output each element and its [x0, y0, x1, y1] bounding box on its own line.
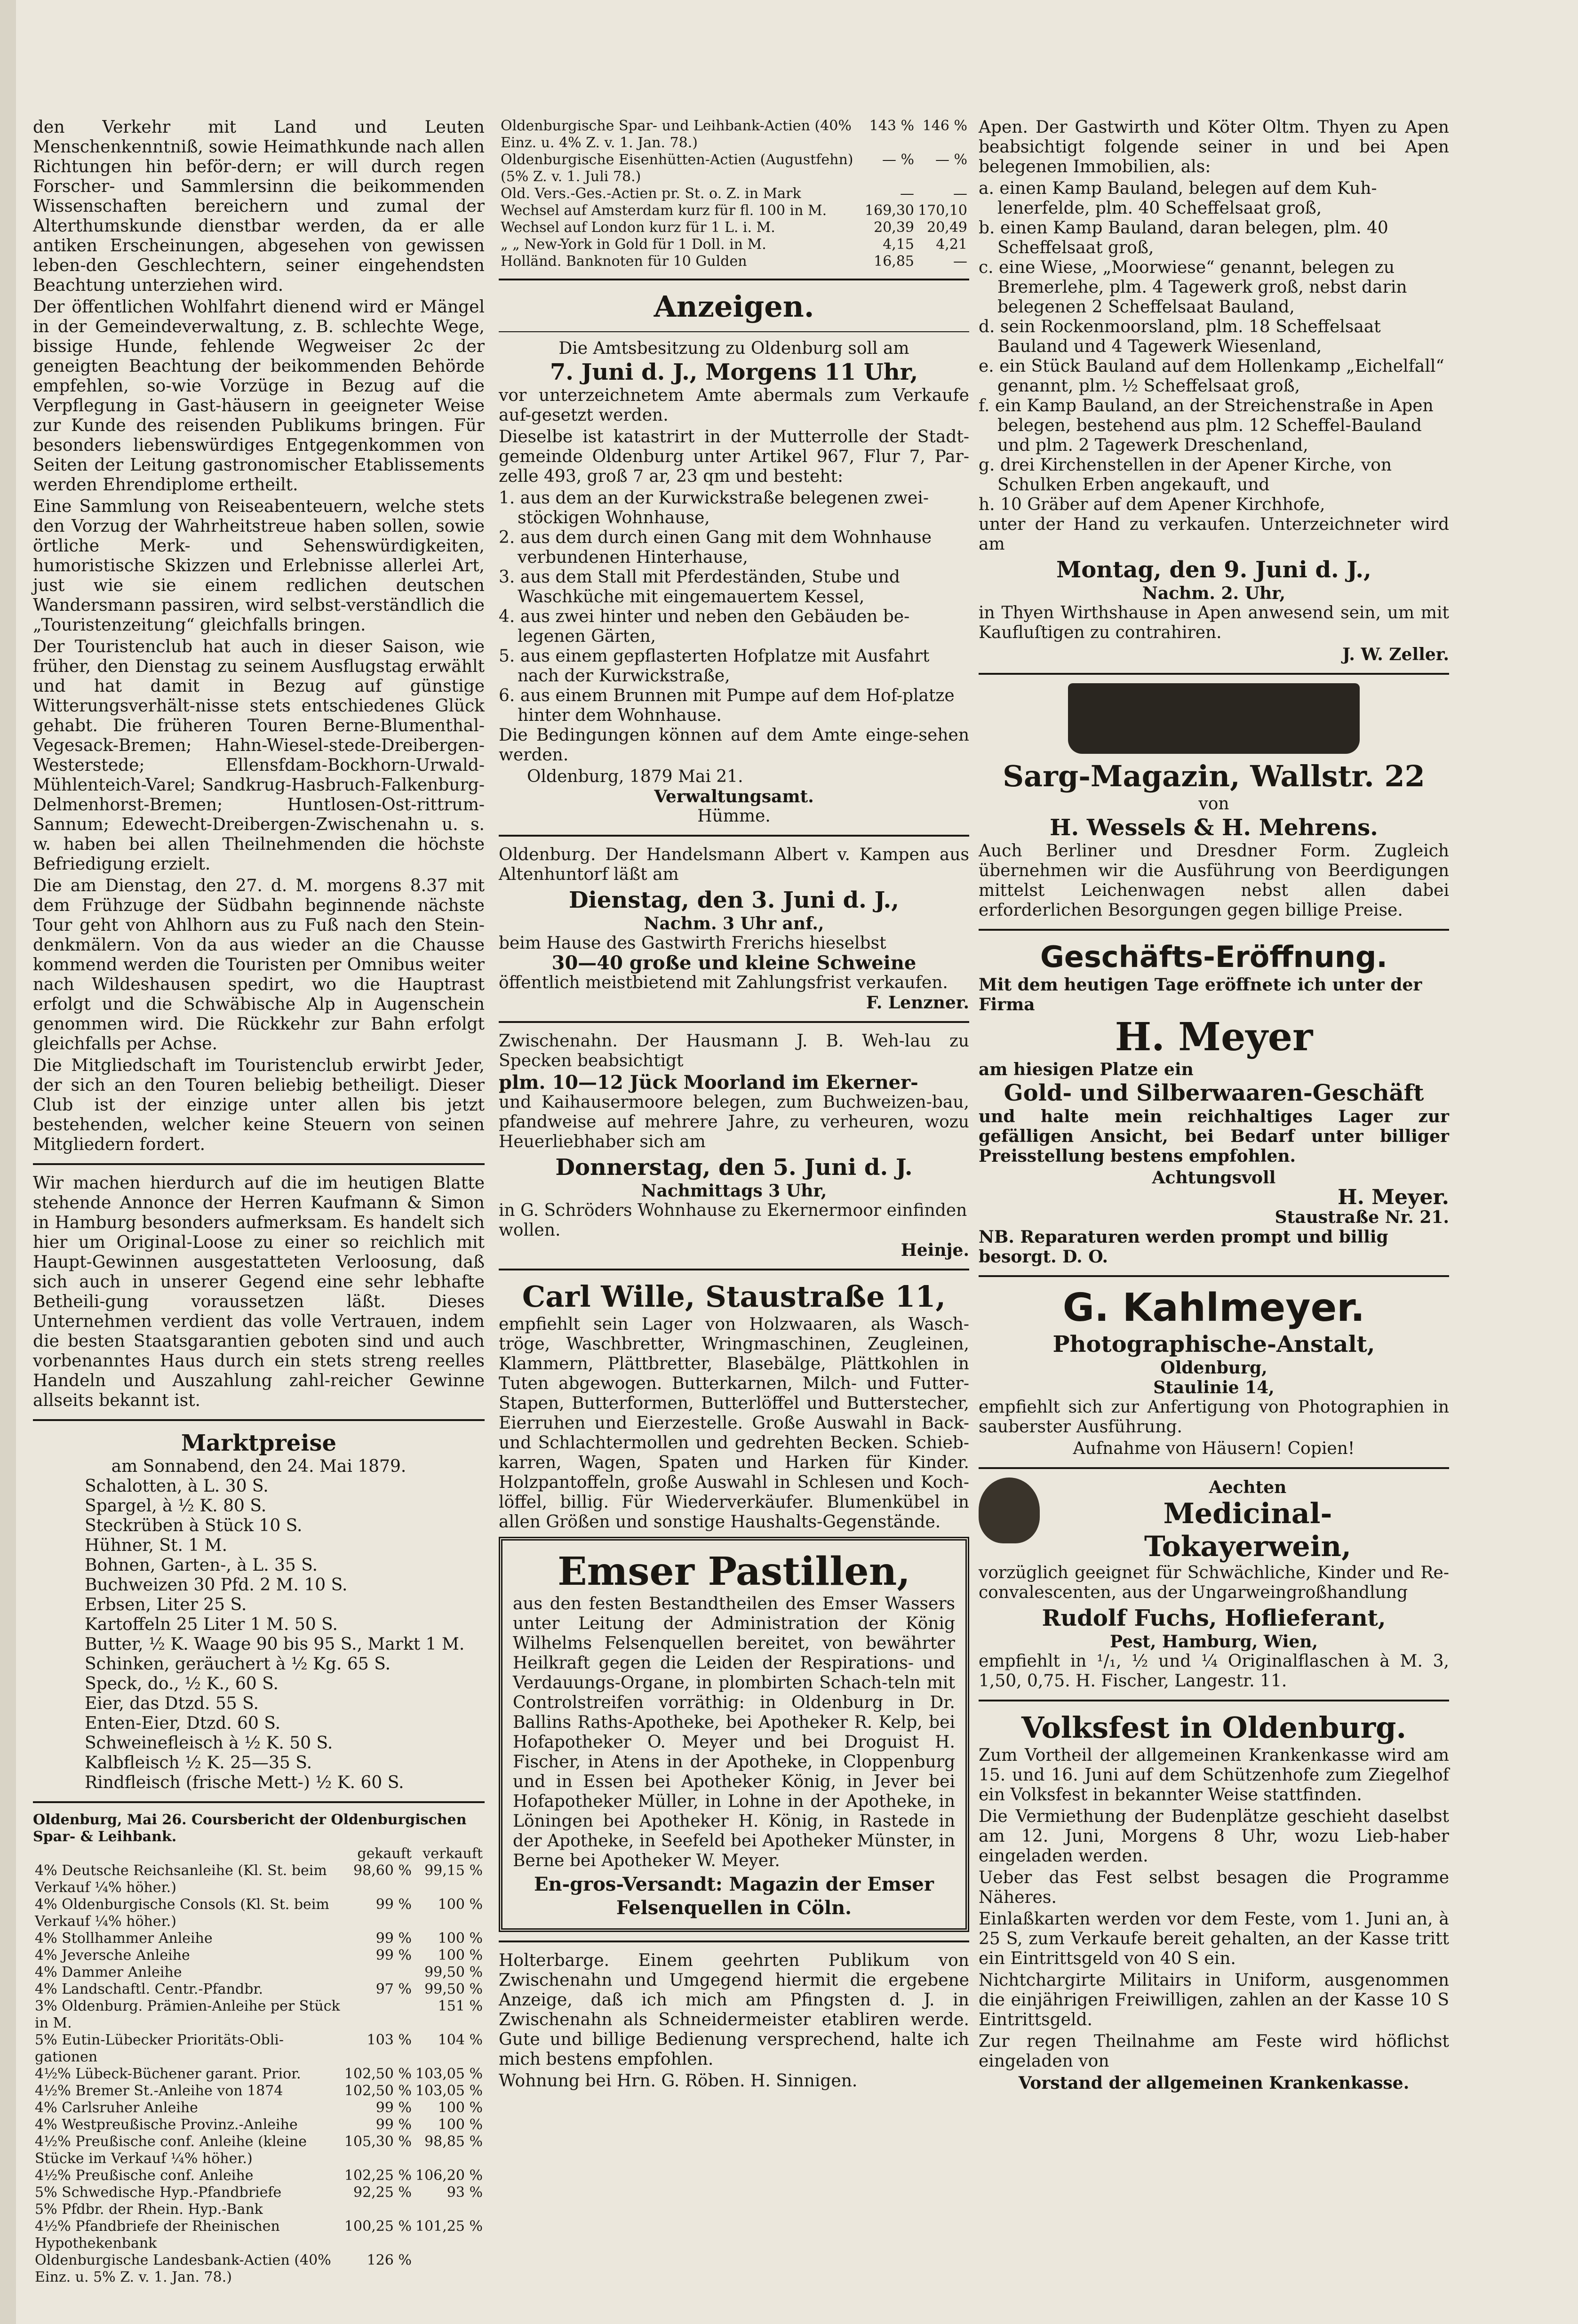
course-name: 4% Oldenburgische Consols (Kl. St. beim Verkauf ¼% höher.): [35, 1896, 329, 1930]
course-name: Oldenburgische Spar- und Leihbank-Actien (40% Einz. u. 4% Z. v. 1. Jan. 78.): [501, 118, 852, 151]
course-name: 5% Pfdbr. der Rhein. Hyp.-Bank: [35, 2201, 263, 2218]
ad-subtitle: Photographische-Anstalt,: [1052, 1331, 1375, 1358]
list-item: 1. aus dem an der Kurwickstraße belegenen zwei-stöckigen Wohnhause,: [499, 488, 929, 527]
ad-text: Holterbarge. Einem geehrten Publikum von Zwischenahn und Umgegend hiermit die ergebene Anzeige, daß ich mich am Pfingsten d. J. in Zwischenahn als Schneidermeister etabliren werde. Gute und billige Bedienung versprechend, halte ich mich bestens empfohlen.: [499, 1951, 969, 2069]
market-item: Butter, ½ K. Waage 90 bis 95 S., Markt 1 M.: [85, 1635, 465, 1654]
table-row: [33, 2201, 485, 2218]
table-row: [33, 2083, 485, 2100]
table-row: [33, 2100, 485, 2116]
table-row: [499, 202, 969, 219]
course-sold: 100 %: [438, 1930, 483, 1947]
course-name: 3% Oldenburg. Prämien-Anleihe per Stück in M.: [35, 1998, 340, 2031]
lottery-notice: Wir machen hierdurch auf die im heutigen Blatte stehende Annonce der Herren Kaufmann & Simon in Hamburg besonders aufmerksam. Es handelt sich hier um Original-Loose zu einer so reichlich mit Haupt-Gewinnen ausgestatteten Verloosung, daß sich auch in unserer Gegend eine sehr lebhafte Betheili-gung voraussetzen läßt. Dieses Unternehmen verdient das volle Vertrauen, indem die besten Staatsgarantien geboten sind und auch vorbenanntes Haus durch ein stets streng reelles Handeln und Auszahlung zahl-reicher Gewinne allseits bekannt ist.: [33, 1174, 485, 1410]
course-header: Oldenburg, Mai 26. Coursbericht der Oldenburgischen Spar- & Leihbank.: [33, 1812, 467, 1845]
course-name: Oldenburgische Landesbank-Actien (40% Einz. u. 5% Z. v. 1. Jan. 78.): [35, 2252, 331, 2285]
table-row: [33, 2218, 485, 2252]
course-sold: — %: [935, 152, 967, 168]
course-sold: 103,05 %: [415, 2066, 483, 2082]
column-header-bought: gekauft: [357, 1845, 412, 1862]
market-prices: [33, 1430, 485, 1793]
table-row: [499, 118, 969, 152]
ad-intro: Zwischenahn. Der Hausmann J. B. Weh-lau zu Specken beabsichtigt: [499, 1031, 969, 1070]
course-table-continued: [499, 118, 969, 270]
course-sold: 100 %: [438, 2116, 483, 2133]
course-bought: 143 %: [869, 118, 915, 134]
table-row: [33, 2032, 485, 2066]
table-row: [33, 1964, 485, 1981]
course-name: Wechsel auf Amsterdam kurz für fl. 100 in M.: [501, 202, 827, 219]
ad-headline: plm. 10—12 Jück Moorland im Ekerner-: [499, 1071, 918, 1094]
ad-text: unter der Hand zu verkaufen. Unterzeichneter wird am: [979, 515, 1449, 554]
course-name: Holländ. Banknoten für 10 Gulden: [501, 253, 747, 270]
course-name: 4½% Preußische conf. Anleihe (kleine Stücke im Verkauf ¼% höher.): [35, 2133, 307, 2167]
column-middle: [499, 118, 969, 2091]
ad-text: vorzüglich geeignet für Schwächliche, Kinder und Re-convalescenten, aus der Ungarweingroßhandlung: [979, 1563, 1449, 1602]
divider: [979, 1700, 1449, 1701]
ad-footer: Wohnung bei Hrn. G. Röben. H. Sinnigen.: [499, 2071, 858, 2091]
course-name: Old. Vers.-Ges.-Actien pr. St. o. Z. in Mark: [501, 185, 801, 202]
ad-text: Dieselbe ist katastrirt in der Mutterrolle der Stadt-gemeinde Oldenburg unter Artikel 967, Flur 7, Par-zelle 493, groß 7 ar, 23 qm und besteht:: [499, 427, 969, 486]
course-sold: [414, 2252, 485, 2286]
list-item: h. 10 Gräber auf dem Apener Kirchhofe,: [979, 495, 1325, 514]
ad-volksfest: [979, 1710, 1449, 2093]
course-bought: 102,50 %: [344, 2083, 412, 2099]
course-sold: 99,50 %: [424, 1981, 483, 1997]
ad-text: am hiesigen Platze ein: [979, 1060, 1194, 1079]
column-right: [979, 118, 1449, 2093]
ad-title: Emser Pastillen,: [558, 1549, 910, 1594]
column-header-sold: verkauft: [422, 1845, 483, 1862]
course-sold: 93 %: [446, 2184, 483, 2201]
divider: [33, 1419, 485, 1421]
ad-signature: F. Lenzner.: [866, 993, 969, 1013]
course-name: 4% Jeversche Anleihe: [35, 1947, 190, 1964]
course-bought: [343, 2201, 414, 2218]
table-row: [33, 1862, 485, 1896]
course-bought: 102,50 %: [344, 2066, 412, 2082]
ad-headline: 30—40 große und kleine Schweine: [551, 952, 917, 974]
market-item: Spargel, à ½ K. 80 S.: [85, 1496, 267, 1516]
article-paragraph: Der Touristenclub hat auch in dieser Saison, wie früher, den Dienstag zu seinem Ausflugstag erwählt und hat damit in Bezug auf günstige Witterungsverhält-nisse stets entschiedenes Glück gehabt. Die früheren Touren Berne-Blumenthal-Vegesack-Bremen; Hahn-Wiesel-stede-Dreibergen-Westerstede; Ellensfdam-Bockhorn-Urwald-Mühlenteich-Varel; Sandkrug-Hasbruch-Falkenburg-Delmenhorst-Bremen; Huntlosen-Ost-rittrum-Sannum; Edewecht-Dreibergen-Zwischenahn u. s. w. haben bei allen Theilnehmenden die höchste Befriedigung erzielt.: [33, 637, 485, 874]
course-name: 4% Landschaftl. Centr.-Pfandbr.: [35, 1981, 263, 1997]
ad-wille: [499, 1279, 969, 1532]
table-row: [33, 1930, 485, 1947]
course-sold: 4,21: [936, 236, 967, 253]
ad-holterbarge: [499, 1951, 969, 2091]
table-row: [33, 1998, 485, 2032]
course-name: 4½% Preußische conf. Anleihe: [35, 2167, 254, 2184]
page-edge: [0, 0, 16, 2324]
ad-title: Carl Wille, Staustraße 11,: [522, 1279, 946, 1314]
ad-office: Verwaltungsamt.: [654, 787, 814, 807]
ad-nb: NB. Reparaturen werden prompt und billig besorgt. D. O.: [979, 1227, 1388, 1267]
ad-apen: [979, 118, 1449, 664]
ad-text: Zur regen Theilnahme am Feste wird höflichst eingeladen von: [979, 2032, 1449, 2071]
ad-shop: Gold- und Silberwaaren-Geschäft: [1004, 1080, 1424, 1106]
ad-text: und halte mein reichhaltiges Lager zur gefälligen Ansicht, bei Bedarf unter billiger Preisstellung bestens empfohlen.: [979, 1107, 1449, 1166]
table-row: [499, 236, 969, 253]
course-bought: 105,30 %: [344, 2133, 412, 2150]
divider: [499, 331, 969, 332]
ad-title: Medicinal-: [1163, 1497, 1332, 1530]
list-item: 6. aus einem Brunnen mit Pumpe auf dem Hof-platze hinter dem Wohnhause.: [499, 686, 955, 725]
course-sold: 100 %: [438, 1947, 483, 1964]
course-name: 4½% Pfandbriefe der Rheinischen Hypothekenbank: [35, 2218, 280, 2252]
course-name: Oldenburgische Eisenhütten-Actien (Augustfehn) (5% Z. v. 1. Juli 78.): [501, 152, 853, 185]
article-paragraph: den Verkehr mit Land und Leuten Menschenkenntniß, sowie Heimathkunde nach allen Richtungen hin beför-dern; er will durch regen Forscher- und Sammlersinn die beikommenden Wissenschaften bereichern und zumal der Alterthumskunde dienstbar werden, da er alle antiken Erscheinungen, abgesehen von gewissen leben-den Geschlechtern, seiner eingehendsten Beachtung unterziehen wird.: [33, 118, 485, 295]
article-paragraph: Die am Dienstag, den 27. d. M. morgens 8.37 mit dem Frühzuge der Südbahn beginnende nächste Tour geht von Ahlhorn aus zu Fuß nach den Stein-denkmälern. Von da aus wieder an die Chausse kommend werden die Touristen per Omnibus weiter nach Wildeshausen spedirt, wo die Hauptrast erfolgt und die Schwäbische Alp in Augenschein genommen wird. Die Rückkehr zur Bahn erfolgt gleichfalls per Achse.: [33, 876, 485, 1054]
ad-firm: Rudolf Fuchs, Hoflieferant,: [1042, 1605, 1386, 1631]
ad-city: Oldenburg,: [1160, 1358, 1267, 1378]
table-row: [33, 1947, 485, 1964]
course-sold: 100 %: [438, 2100, 483, 2116]
ad-time: Nachm. 3 Uhr anf.,: [644, 914, 824, 934]
course-sold: 103,05 %: [415, 2083, 483, 2099]
ad-time: Nachmittags 3 Uhr,: [641, 1181, 827, 1201]
ad-text: in Thyen Wirthshause in Apen anwesend sein, um mit Kaufluſtigen zu contrahiren.: [979, 603, 1449, 642]
ad-text: Zum Vortheil der allgemeinen Krankenkasse wird am 15. und 16. Juni auf dem Schützenhofe zum Ziegelhof ein Volksfest in bekannter Weise stattfinden.: [979, 1746, 1449, 1805]
ad-heinje: [499, 1031, 969, 1260]
ad-date: Dienstag, den 3. Juni d. J.,: [569, 887, 899, 913]
course-bought: —: [900, 185, 915, 202]
course-name: 4% Deutsche Reichsanleihe (Kl. St. beim Verkauf ¼% höher.): [35, 1862, 327, 1896]
table-row: [33, 2133, 485, 2167]
table-header-row: [33, 1845, 485, 1862]
ad-text: Ueber das Fest selbst besagen die Programme Näheres.: [979, 1868, 1449, 1907]
ad-amtsbesitzung: [499, 339, 969, 826]
course-bought: 99 %: [375, 2116, 412, 2133]
course-sold: 151 %: [438, 1998, 483, 2014]
ad-signature: J. W. Zeller.: [1342, 645, 1449, 664]
ad-regards: Achtungsvoll: [1152, 1168, 1276, 1188]
market-item: Schweinefleisch à ½ K. 50 S.: [85, 1733, 333, 1753]
ad-title: Geschäfts-Eröffnung.: [1040, 940, 1387, 974]
market-title: Marktpreise: [181, 1430, 337, 1456]
ad-text: Aufnahme von Häusern! Copien!: [1073, 1439, 1355, 1458]
coffin-illustration: [1068, 683, 1360, 754]
list-item: a. einen Kamp Bauland, belegen auf dem Kuh-lenerfelde, plm. 40 Scheffelsaat groß,: [979, 179, 1377, 218]
market-item: Erbsen, Liter 25 S.: [85, 1595, 247, 1614]
ad-time: Nachm. 2. Uhr,: [1142, 583, 1286, 603]
ad-cities: Pest, Hamburg, Wien,: [1109, 1632, 1318, 1652]
divider: [499, 835, 969, 837]
ad-text: Mit dem heutigen Tage eröffnete ich unter der Firma: [979, 975, 1422, 1014]
ad-signature: Vorstand der allgemeinen Krankenkasse.: [1018, 2073, 1410, 2093]
ad-text: und Kaihausermoore belegen, zum Buchweizen-bau, pfandweise auf mehrere Jahre, zu verheuren, wozu Heuerliebhaber sich am: [499, 1093, 969, 1151]
course-bought: [343, 1998, 414, 2032]
market-item: Steckrüben à Stück 10 S.: [85, 1516, 303, 1535]
table-row: [499, 185, 969, 202]
market-item: Buchweizen 30 Pfd. 2 M. 10 S.: [85, 1575, 348, 1595]
market-item: Bohnen, Garten-, à L. 35 S.: [85, 1556, 318, 1575]
course-sold: 106,20 %: [415, 2167, 483, 2184]
ad-address: Staustraße Nr. 21.: [1275, 1207, 1449, 1227]
course-bought: 16,85: [874, 253, 915, 270]
list-item: g. drei Kirchenstellen in der Apener Kirche, von Schulken Erben angekauft, und: [979, 455, 1392, 495]
ad-intro: Die Amtsbesitzung zu Oldenburg soll am: [558, 339, 909, 358]
market-item: Hühner, St. 1 M.: [85, 1536, 228, 1555]
course-sold: 20,49: [927, 219, 967, 236]
ad-text: öffentlich meistbietend mit Zahlungsfrist verkaufen.: [499, 973, 948, 992]
list-item: 2. aus dem durch einen Gang mit dem Wohnhause verbundenen Hinterhause,: [499, 528, 932, 567]
course-name: 4% Westpreußische Provinz.-Anleihe: [35, 2116, 298, 2133]
market-date: am Sonnabend, den 24. Mai 1879.: [111, 1457, 406, 1476]
divider: [499, 279, 969, 280]
ad-text: empfiehlt sich zur Anfertigung von Photographien in sauberster Ausführung.: [979, 1398, 1449, 1437]
ad-emser-box: [499, 1537, 969, 1932]
ad-date: Donnerstag, den 5. Juni d. J.: [555, 1154, 913, 1181]
course-name: 4% Stollhammer Anleihe: [35, 1930, 213, 1947]
course-bought: [343, 1964, 414, 1981]
ad-title: G. Kahlmeyer.: [1062, 1286, 1365, 1330]
market-item: Kalbfleisch ½ K. 25—35 S.: [85, 1753, 312, 1773]
ad-firm: H. Wessels & H. Mehrens.: [1050, 815, 1378, 841]
list-item: b. einen Kamp Bauland, daran belegen, plm. 40 Scheffelsaat groß,: [979, 218, 1388, 257]
market-item: Rindfleisch (frische Mett-) ½ K. 60 S.: [85, 1773, 404, 1792]
ad-signature: Heinje.: [901, 1240, 969, 1260]
ad-text: empfiehlt in ¹/₁, ½ und ¼ Originalflaschen à M. 3, 1,50, 0,75. H. Fischer, Langestr. 11.: [979, 1652, 1449, 1691]
ad-date: 7. Juni d. J., Morgens 11 Uhr,: [550, 359, 918, 385]
course-bought: 99 %: [375, 1947, 412, 1964]
course-sold: —: [953, 185, 967, 202]
ad-von: von: [1198, 794, 1229, 814]
course-bought: 99 %: [375, 1896, 412, 1913]
list-item: 5. aus einem gepflasterten Hofplatze mit Ausfahrt nach der Kurwickstraße,: [499, 647, 930, 686]
course-bought: 97 %: [375, 1981, 412, 1997]
ad-footer: En-gros-Versandt: Magazin der Emser Felsenquellen in Cöln.: [534, 1873, 934, 1919]
course-sold: —: [953, 253, 967, 270]
course-bought: — %: [882, 152, 915, 168]
course-sold: [414, 2201, 485, 2218]
table-row: [33, 1896, 485, 1930]
ad-text: aus den festen Bestandtheilen des Emser Wassers unter Leitung der Administration der König Wilhelms Felsenquellen bereitet, von bewährter Heilkraft gegen die Leiden der Respirations- und Verdauungs-Organe, in plombirten Schach-teln mit Controlstreifen vorräthig: in Oldenburg in Dr. Ballins Raths-Apotheke, bei Apotheker R. Kelp, bei Hofapotheker O. Meyer und bei Droguist H. Fischer, in Atens in der Apotheke, in Cloppenburg und in Essen bei Apotheker König, in Jever bei Hofapotheker Müller, in Lohne in der Apotheke, in Löningen bei Apotheker H. König, in Rastede in der Apotheke, in Seefeld bei Apotheker Münster, in Berne bei Apotheker W. Meyer.: [513, 1594, 955, 1870]
market-item: Schalotten, à L. 30 S.: [85, 1477, 269, 1496]
table-row: [499, 253, 969, 270]
course-bought: 169,30: [865, 202, 915, 219]
ad-kahlmeyer: [979, 1286, 1449, 1459]
ad-street: Staulinie 14,: [1153, 1378, 1275, 1398]
ad-place-date: Oldenburg, 1879 Mai 21.: [527, 767, 743, 786]
market-item: Eier, das Dtzd. 55 S.: [85, 1694, 259, 1713]
table-row: [33, 2184, 485, 2201]
market-item: Kartoffeln 25 Liter 1 M. 50 S.: [85, 1615, 338, 1634]
ad-text: Die Bedingungen können auf dem Amte einge-sehen werden.: [499, 726, 969, 765]
course-bought: 100,25 %: [344, 2218, 412, 2235]
ad-title: Tokayerwein,: [1144, 1530, 1351, 1563]
list-item: 4. aus zwei hinter und neben den Gebäuden be-legenen Gärten,: [499, 607, 910, 646]
divider: [979, 673, 1449, 675]
article-paragraph: Eine Sammlung von Reiseabenteuern, welche stets den Vorzug der Wahrheitstreue haben sollen, sowie örtliche Merk- und Sehenswürdigkeiten, humoristische Skizzen und Erlebnisse allerlei Art, just wie sie einem redlichen deutschen Wandersmann passiren, wird selbst-verständlich die „Touristenzeitung“ gleichfalls bringen.: [33, 497, 485, 635]
course-name: Wechsel auf London kurz für 1 L. i. M.: [501, 219, 775, 236]
market-item: Enten-Eier, Dtzd. 60 S.: [85, 1714, 281, 1733]
course-name: 4½% Lübeck-Büchener garant. Prior.: [35, 2066, 301, 2082]
course-sold: 170,10: [918, 202, 967, 219]
course-sold: 98,85 %: [424, 2133, 483, 2150]
list-item: 3. aus dem Stall mit Pferdeständen, Stube und Waschküche mit eingemauertem Kessel,: [499, 567, 900, 607]
ad-meyer: [979, 939, 1449, 1267]
course-bought: 103 %: [367, 2032, 412, 2048]
course-name: 5% Schwedische Hyp.-Pfandbriefe: [35, 2184, 282, 2201]
course-table: [33, 1845, 485, 2286]
course-bought: 102,25 %: [344, 2167, 412, 2184]
ad-title: Volksfest in Oldenburg.: [1021, 1710, 1407, 1745]
ad-text: Einlaßkarten werden vor dem Feste, vom 1. Juni an, à 25 S, zum Verkaufe bereit gehalten, an der Kasse tritt ein Eintrittsgeld von 40 S ein.: [979, 1909, 1449, 1968]
course-sold: 104 %: [438, 2032, 483, 2048]
course-report: [33, 1812, 485, 2286]
course-name: 4½% Bremer St.-Anleihe von 1874: [35, 2083, 283, 2099]
divider: [979, 1275, 1449, 1277]
ad-text: beim Hause des Gastwirth Frerichs hieselbst: [499, 934, 886, 953]
ad-text: Die Vermiethung der Budenplätze geschieht daselbst am 12. Juni, Morgens 8 Uhr, wozu Lieb-haber eingeladen werden.: [979, 1807, 1449, 1866]
ad-intro: Oldenburg. Der Handelsmann Albert v. Kampen aus Altenhuntorf läßt am: [499, 845, 969, 884]
table-row: [499, 152, 969, 185]
course-name: 4% Dammer Anleihe: [35, 1964, 182, 1981]
ad-text: empfiehlt sein Lager von Holzwaaren, als Wasch-tröge, Waschbretter, Wringmaschinen, Zeugleinen, Klammern, Plättbretter, Blasebälge, Plättkohlen in Tuten abgewogen. Butterkarnen, Milch- und Futter-Stapen, Butterformen, Butterlöffel und Butterstecher, Eierruhen und Eierzestelle. Große Auswahl in Back- und Schlachtermollen und gedrehten Becken. Schieb-karren, Wagen, Spaten und Harken für Kinder. Holzpantoffeln, große Auswahl in Schlesen und Koch-löffel, billig. Für Wiederverkäufer. Blumenkübel in allen Größen und sonstige Haushalts-Gegenstände.: [499, 1315, 969, 1532]
list-item: e. ein Stück Bauland auf dem Hollenkamp „Eichelfall“ genannt, plm. ½ Scheffelsaat groß,: [979, 357, 1444, 396]
ad-title: Sarg-Magazin, Wallstr. 22: [1003, 759, 1425, 793]
table-row: [33, 2066, 485, 2083]
table-row: [33, 2167, 485, 2184]
divider: [33, 1801, 485, 1803]
article-paragraph: Die Mitgliedschaft im Touristenclub erwirbt Jeder, der sich an den Touren beliebig betheiligt. Dieser Club ist der einzige unter allen bis jetzt bestehenden, welcher keine Steuern von seinen Mitgliedern fordert.: [33, 1056, 485, 1154]
touristenclub-article: [33, 118, 485, 1155]
course-sold: 146 %: [922, 118, 967, 134]
ad-text: Nichtchargirte Militairs in Uniform, ausgenommen die einjährigen Freiwilligen, zahlen an der Kasse 10 S Eintrittsgeld.: [979, 1971, 1449, 2029]
article-paragraph: Der öffentlichen Wohlfahrt dienend wird er Mängel in der Gemeindeverwaltung, z. B. schlechte Wege, bissige Hunde, fehlende Wegweiser 2c der geneigten Beachtung der beikommenden Behörde empfehlen, so-wie Vorzüge in Bezug auf die Verpflegung in Gast-häusern in geeigneter Weise zur Kunde des reisenden Publikums bringen. Für besonders liebenswürdiges Entgegenkommen von Seiten der Leitung gastronomischer Etablissements werden Ehrendiplome ertheilt.: [33, 297, 485, 495]
table-row: [33, 2252, 485, 2286]
course-name: 4% Carlsruher Anleihe: [35, 2100, 198, 2116]
ads-title: Anzeigen.: [654, 289, 814, 324]
divider: [499, 1941, 969, 1942]
ad-date: Montag, den 9. Juni d. J.,: [1056, 557, 1371, 583]
ad-text: Auch Berliner und Dresdner Form. Zugleich übernehmen wir die Ausführung von Beerdigungen mittelst Leichenwagen nebst allen dabei erforderlichen Besorgungen gegen billige Preise.: [979, 841, 1449, 920]
table-row: [33, 1981, 485, 1998]
course-sold: 100 %: [438, 1896, 483, 1913]
course-bought: 126 %: [367, 2252, 412, 2268]
divider: [979, 929, 1449, 931]
ad-tokay: [979, 1477, 1449, 1691]
course-name: 5% Eutin-Lübecker Prioritäts-Obli-gationen: [35, 2032, 284, 2065]
course-bought: 4,15: [883, 236, 915, 253]
market-item: Schinken, geräuchert à ½ Kg. 65 S.: [85, 1654, 391, 1674]
ad-firm: H. Meyer: [1115, 1014, 1313, 1060]
course-bought: 20,39: [874, 219, 915, 236]
course-bought: 92,25 %: [353, 2184, 412, 2201]
table-row: [499, 219, 969, 236]
ad-lenzner: [499, 845, 969, 1013]
ad-signature: Hümme.: [697, 807, 771, 826]
ad-sarg: [979, 683, 1449, 920]
ad-intro: Apen. Der Gastwirth und Köter Oltm. Thyen zu Apen beabsichtigt folgende seiner in und bei Apen belegenen Immobilien, als:: [979, 118, 1449, 176]
course-sold: 99,15 %: [424, 1862, 483, 1879]
ad-signature: H. Meyer.: [1338, 1185, 1449, 1209]
course-bought: 98,60 %: [353, 1862, 412, 1879]
ad-pre: Aechten: [1209, 1477, 1287, 1497]
ad-text: vor unterzeichnetem Amte abermals zum Verkaufe auf-gesetzt werden.: [499, 386, 969, 425]
course-sold: 99,50 %: [424, 1964, 483, 1981]
ad-text: in G. Schröders Wohnhause zu Ekernermoor einfinden wollen.: [499, 1201, 967, 1240]
list-item: d. sein Rockenmoorsland, plm. 18 Scheffelsaat Bauland und 4 Tagewerk Wiesenland,: [979, 317, 1381, 356]
list-item: f. ein Kamp Bauland, an der Streichenstraße in Apen belegen, bestehend aus plm. 12 Scheffel-Bauland und plm. 2 Tagewerk Dreschenland,: [979, 396, 1434, 455]
course-bought: 99 %: [375, 2100, 412, 2116]
course-bought: 99 %: [375, 1930, 412, 1947]
list-item: c. eine Wiese, „Moorwiese“ genannt, belegen zu Bremerlehe, plm. 4 Tagewerk groß, nebst darin belegenen 2 Scheffelsaat Bauland,: [979, 258, 1407, 317]
divider: [33, 1163, 485, 1165]
column-left: [33, 118, 485, 2286]
divider: [979, 1467, 1449, 1469]
divider: [499, 1021, 969, 1023]
market-item: Speck, do., ½ K., 60 S.: [85, 1674, 279, 1693]
course-sold: 101,25 %: [415, 2218, 483, 2235]
coat-of-arms-icon: [979, 1477, 1040, 1543]
divider: [499, 1269, 969, 1270]
table-row: [33, 2116, 485, 2133]
course-name: „ „ New-York in Gold für 1 Doll. in M.: [501, 236, 766, 253]
